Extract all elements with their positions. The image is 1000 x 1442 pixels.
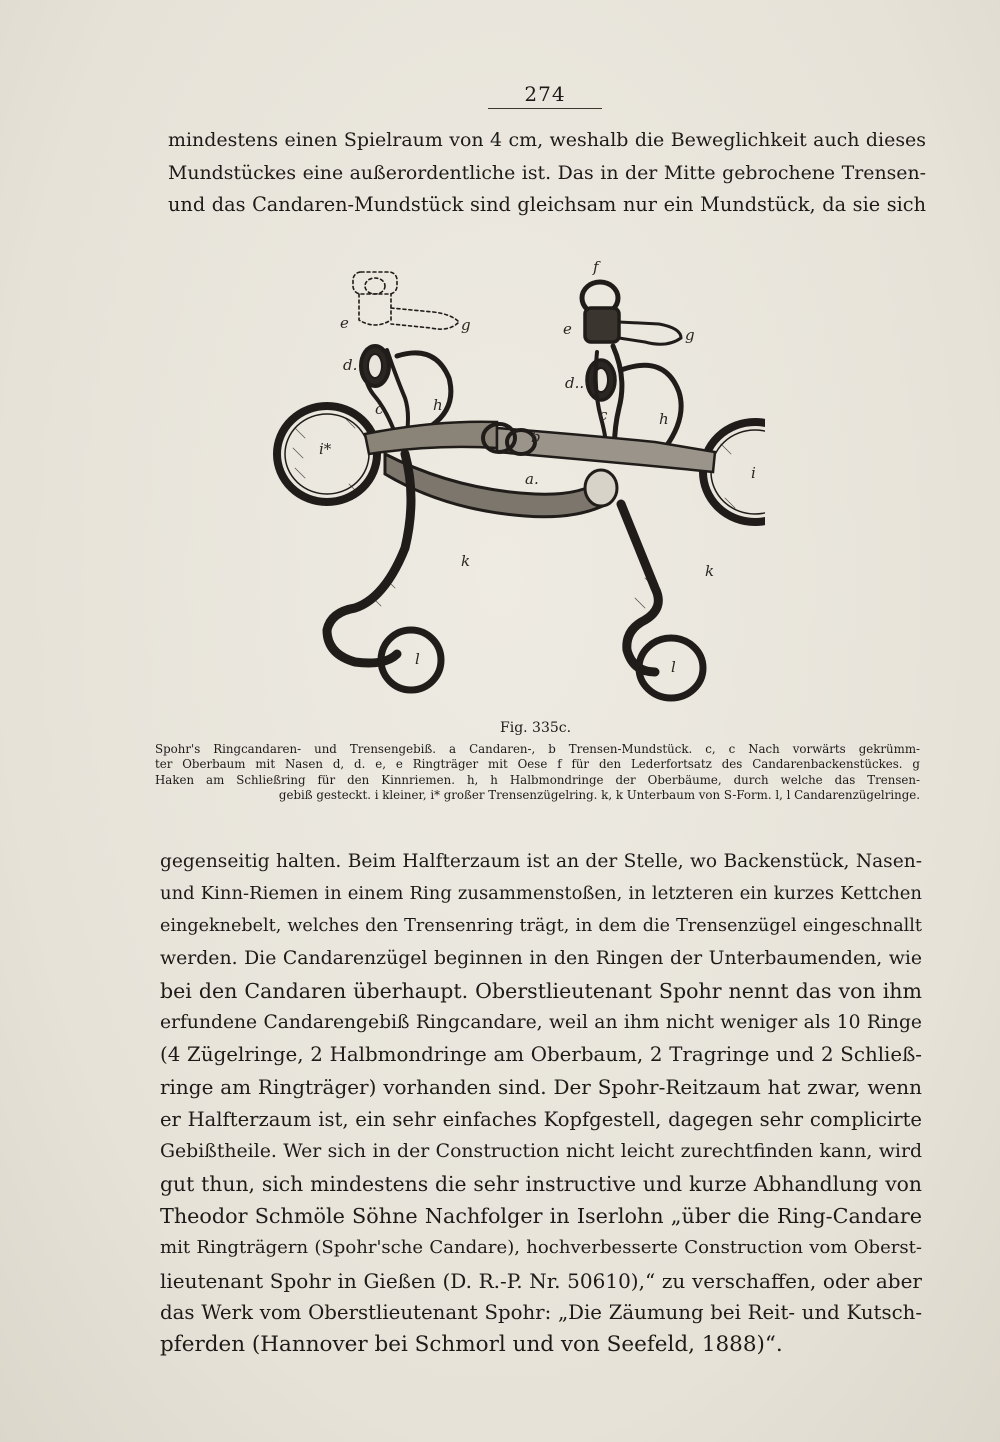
figure-caption xyxy=(155,742,920,804)
paragraph-bottom xyxy=(160,846,922,1361)
caption-line: Haken am Schließring für den Kinnriemen. h, h Halbmondringe der Oberbäume, durch welche das Trensen- xyxy=(155,772,920,787)
letter-e-left: e xyxy=(340,314,349,332)
text-line: und Kinn-Riemen in einem Ring zusammenstoßen, in letzteren ein kurzes Kettchen xyxy=(160,883,922,905)
letter-d-left: d. xyxy=(343,356,358,374)
header-rule xyxy=(488,108,602,109)
letter-h-right: h xyxy=(659,410,669,428)
letter-i-right: i xyxy=(751,464,756,482)
text-line: mit Ringträgern (Spohr'sche Candare), hochverbesserte Construction vom Oberst- xyxy=(160,1237,922,1259)
text-line: Gebißtheile. Wer sich in der Construction nicht leicht zurechtfinden kann, wird xyxy=(160,1140,922,1162)
text-line: bei den Candaren überhaupt. Oberstlieutenant Spohr nennt das von ihm xyxy=(160,978,922,1003)
letter-k-right: k xyxy=(705,562,715,580)
letter-c-right: c xyxy=(599,406,608,424)
dashed-ring-carrier xyxy=(353,272,459,329)
text-line: erfundene Candarengebiß Ringcandare, weil an ihm nicht weniger als 10 Ringe xyxy=(160,1012,922,1034)
letter-l-right: l xyxy=(671,658,676,676)
figure-label: Fig. 335c. xyxy=(500,720,572,736)
text-line: (4 Zügelringe, 2 Halbmondringe am Oberbaum, 2 Tragringe und 2 Schließ- xyxy=(160,1043,922,1067)
caption-line: ter Oberbaum mit Nasen d, d. e, e Ringträger mit Oese f für den Lederfortsatz des Candarenbackenstückes. g xyxy=(155,757,920,772)
candaren-mouthpiece xyxy=(385,454,607,517)
letter-d-right: d.. xyxy=(565,374,585,392)
letter-c-left: c xyxy=(375,400,384,418)
ring-curb-bit-drawing xyxy=(235,258,765,718)
text-line: lieutenant Spohr in Gießen (D. R.-P. Nr. 50610),“ zu verschaffen, oder aber xyxy=(160,1268,922,1293)
bit-illustration xyxy=(235,258,765,718)
page-number: 274 xyxy=(524,82,566,106)
letter-b: b xyxy=(531,428,541,446)
text-line: eingeknebelt, welches den Trensenring trägt, in dem die Trensenzügel eingeschnallt xyxy=(160,916,922,937)
letter-h-left: h xyxy=(433,396,443,414)
letter-e-right: e xyxy=(563,320,572,338)
letter-f: f xyxy=(593,258,599,276)
letter-i-left: i* xyxy=(319,440,332,458)
letter-l-left: l xyxy=(415,650,420,668)
left-halfmoon-ring xyxy=(397,353,451,426)
letter-k-left: k xyxy=(461,552,471,570)
text-line: mindestens einen Spielraum von 4 cm, weshalb die Beweglichkeit auch dieses xyxy=(168,129,926,151)
paragraph-top xyxy=(168,124,926,222)
text-line: und das Candaren-Mundstück sind gleichsam nur ein Mundstück, da sie sich xyxy=(168,193,926,217)
letter-g-left: g xyxy=(461,316,471,334)
letter-a: a. xyxy=(525,470,539,488)
text-line: gut thun, sich mindestens die sehr instructive und kurze Abhandlung von xyxy=(160,1172,922,1197)
text-line: Mundstückes eine außerordentliche ist. Das in der Mitte gebrochene Trensen- xyxy=(168,161,926,184)
caption-line: Spohr's Ringcandaren- und Trensengebiß. a Candaren-, b Trensen-Mundstück. c, c Nach vorwärts gekrümm- xyxy=(155,742,920,756)
text-line: ringe am Ringträger) vorhanden sind. Der Spohr-Reitzaum hat zwar, wenn xyxy=(160,1075,922,1100)
text-line: werden. Die Candarenzügel beginnen in den Ringen der Unterbaumenden, wie xyxy=(160,947,922,969)
text-line: er Halfterzaum ist, ein sehr einfaches Kopfgestell, dagegen sehr complicirte xyxy=(160,1107,922,1131)
text-line: das Werk vom Oberstlieutenant Spohr: „Die Zäumung bei Reit- und Kutsch- xyxy=(160,1300,922,1324)
right-halfmoon-ring xyxy=(621,365,681,448)
text-line: Theodor Schmöle Söhne Nachfolger in Iserlohn „über die Ring-Candare xyxy=(160,1204,922,1229)
caption-line: gebiß gesteckt. i kleiner, i* großer Trensenzügelring. k, k Unterbaum von S-Form. l, l Candarenzügelringe. xyxy=(278,788,920,803)
text-line: pferden (Hannover bei Schmorl und von Seefeld, 1888)“. xyxy=(160,1332,783,1358)
text-line: gegenseitig halten. Beim Halfterzaum ist an der Stelle, wo Backenstück, Nasen- xyxy=(160,851,922,872)
letter-g-right: g xyxy=(685,326,695,344)
